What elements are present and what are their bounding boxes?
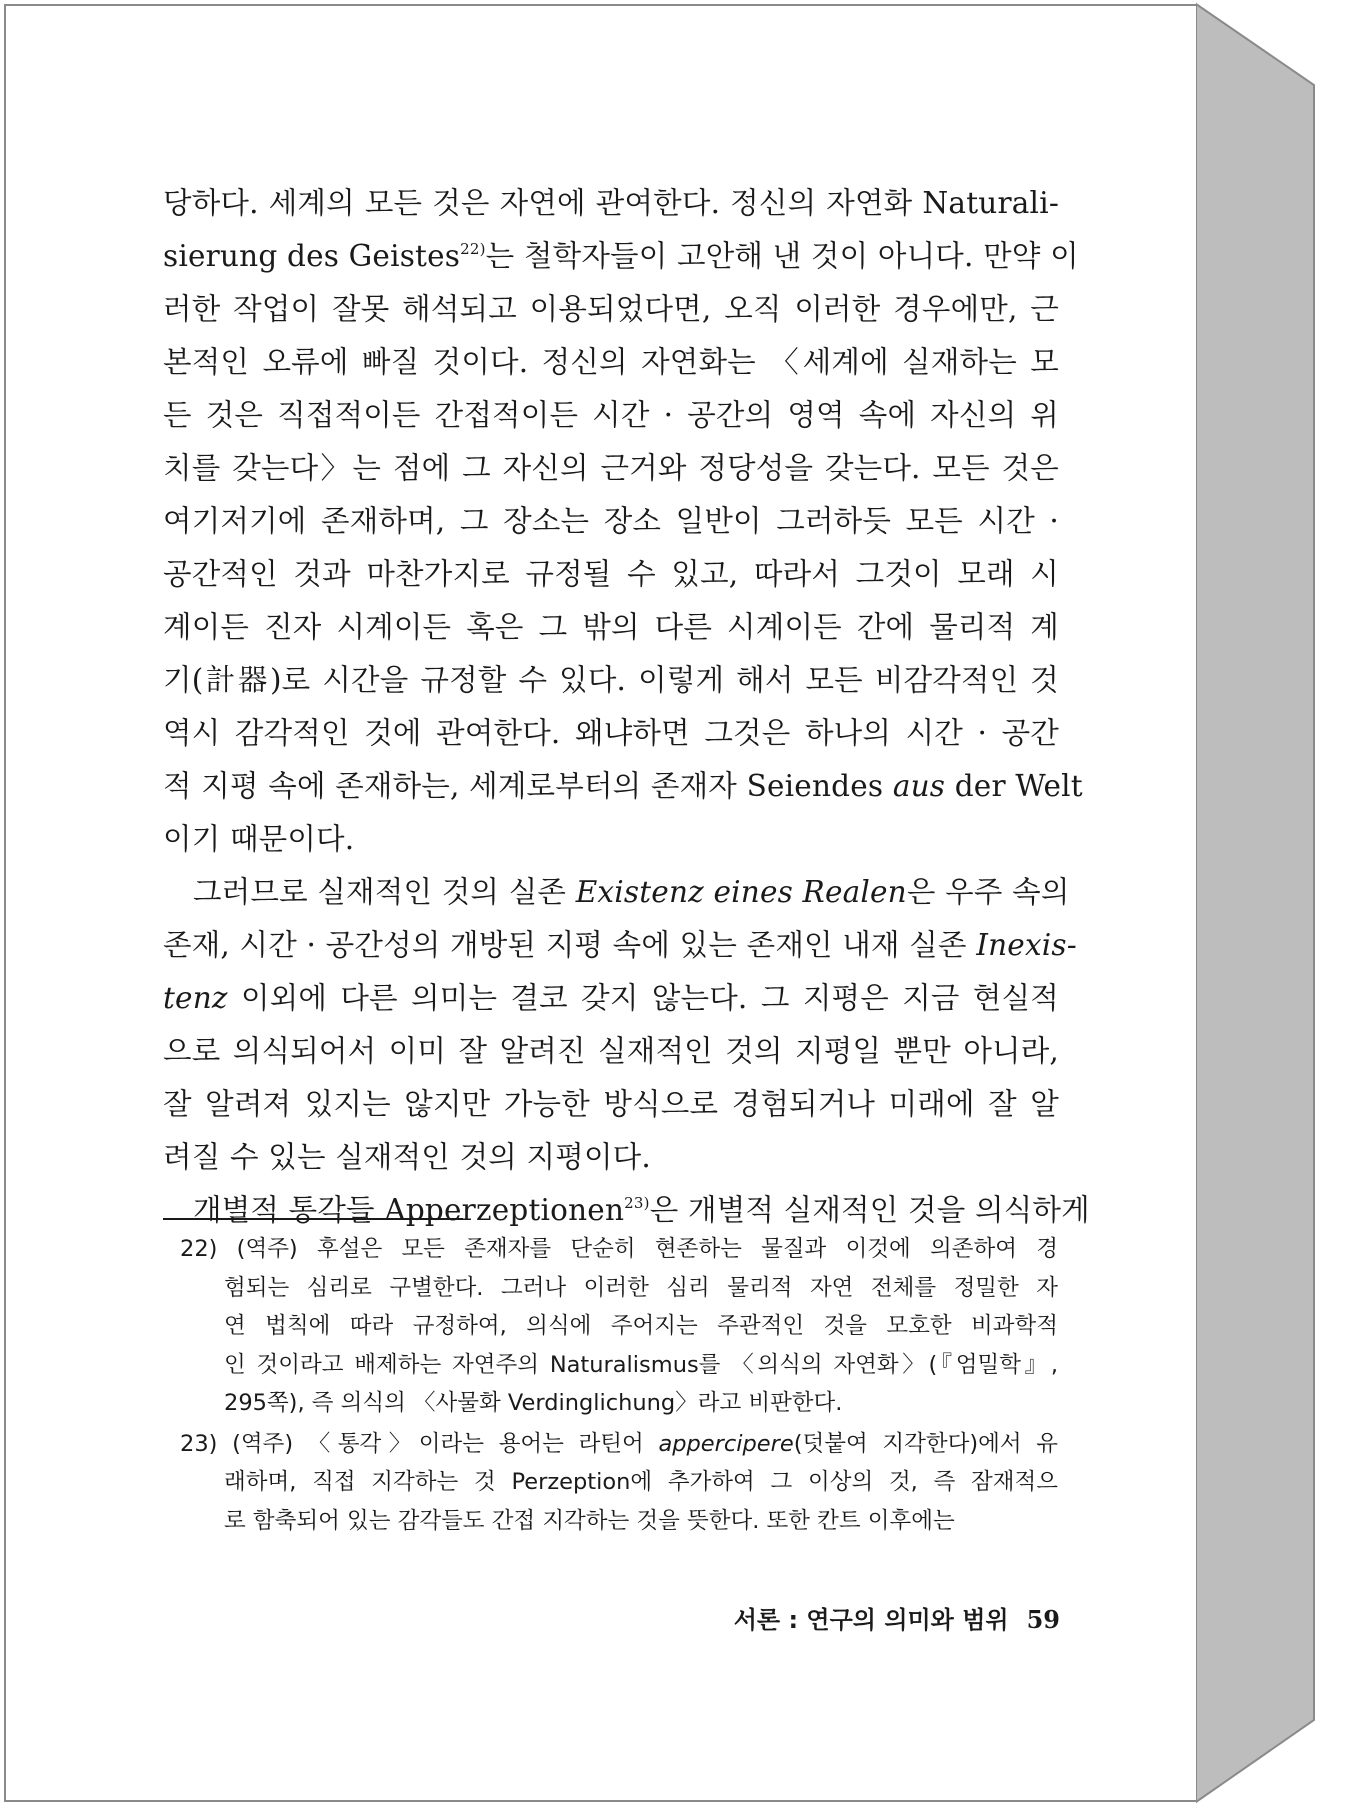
running-footer (680, 1600, 1060, 1635)
text-line (180, 1425, 1058, 1464)
italic-term: appercipere (658, 1430, 794, 1457)
italic-term: Existenz eines Realen (575, 875, 907, 909)
footnotes (180, 1230, 1058, 1542)
text-line: 려질 수 있는 실재적인 것의 지평이다. (163, 1140, 651, 1174)
text-line: 연 법칙에 따라 규정하여, 의식에 주어지는 주관적인 것을 모호한 비과학적 (224, 1313, 1058, 1339)
text-run: 개별적 통각들 Apperzeptionen (193, 1193, 625, 1227)
italic-term: aus (892, 769, 946, 803)
text-line: 러한 작업이 잘못 해석되고 이용되었다면, 오직 이러한 경우에만, 근 (163, 292, 1059, 326)
page-number: 59 (1026, 1605, 1060, 1634)
text-run: 적 지평 속에 존재하는, 세계로부터의 존재자 Seiendes (163, 769, 893, 803)
footer-title: 서론 : 연구의 의미와 범위 (733, 1606, 1009, 1634)
paragraph-2 (163, 866, 1077, 1184)
text-line: 래하며, 직접 지각하는 것 Perzeption에 추가하여 그 이상의 것, 즉 잠재적으 (224, 1469, 1058, 1495)
text-run: sierung des Geistes (163, 239, 461, 273)
footnote-marker: 23) (624, 1194, 650, 1212)
text-line: 이기 때문이다. (163, 822, 355, 856)
footnote-marker: 22) (460, 240, 486, 258)
text-line (163, 866, 1070, 919)
footnote-divider (163, 1218, 463, 1220)
text-line: 공간적인 것과 마찬가지로 규정될 수 있고, 따라서 그것이 모래 시 (163, 557, 1059, 591)
text-line (163, 919, 1077, 972)
text-line: 계이든 진자 시계이든 혹은 그 밖의 다른 시계이든 간에 물리적 계 (163, 610, 1059, 644)
text-run: 이외에 다른 의미는 결코 갖지 않는다. 그 지평은 지금 현실적 (227, 981, 1059, 1015)
text-line: 험되는 심리로 구별한다. 그러나 이러한 심리 물리적 자연 전체를 정밀한 자 (224, 1274, 1058, 1301)
text-line: 역시 감각적인 것에 관여한다. 왜냐하면 그것은 하나의 시간 · 공간 (163, 716, 1059, 750)
text-run: (덧붙여 지각한다)에서 유 (793, 1430, 1059, 1457)
text-run: 은 우주 속의 (906, 875, 1070, 909)
text-line: 치를 갖는다〉는 점에 그 자신의 근거와 정당성을 갖는다. 모든 것은 (163, 451, 1059, 485)
footnote-23 (180, 1425, 1058, 1541)
text-run: 는 철학자들이 고안해 낸 것이 아니다. 만약 이 (485, 239, 1079, 273)
text-line: 22) (역주) 후설은 모든 존재자를 단순히 현존하는 물질과 이것에 의존하여 경 (180, 1236, 1058, 1262)
text-line: 295쪽), 즉 의식의 〈사물화 Verdinglichung〉라고 비판한다. (224, 1390, 843, 1416)
text-run: 23) (역주) 〈통각〉이라는 용어는 라틴어 (180, 1430, 659, 1457)
text-line: 든 것은 직접적이든 간접적이든 시간 · 공간의 영역 속에 자신의 위 (163, 398, 1059, 432)
text-run: der Welt (945, 769, 1083, 803)
book-edge (1196, 0, 1345, 1806)
text-line: 기(計器)로 시간을 규정할 수 있다. 이렇게 해서 모든 비감각적인 것 (163, 663, 1059, 697)
text-line: 잘 알려져 있지는 않지만 가능한 방식으로 경험되거나 미래에 잘 알 (163, 1087, 1059, 1121)
text-line: 본적인 오류에 빠질 것이다. 정신의 자연화는 〈세계에 실재하는 모 (163, 345, 1059, 379)
body-text (163, 177, 1090, 1237)
text-line (163, 972, 1059, 1025)
text-run: 그러므로 실재적인 것의 실존 (193, 875, 576, 909)
text-run: 은 개별적 실재적인 것을 의식하게 (649, 1193, 1090, 1227)
text-run: 존재, 시간 · 공간성의 개방된 지평 속에 있는 존재인 내재 실존 (163, 928, 977, 962)
text-line: 로 함축되어 있는 감각들도 간접 지각하는 것을 뜻한다. 또한 칸트 이후에는 (224, 1507, 955, 1534)
text-line: 당하다. 세계의 모든 것은 자연에 관여한다. 정신의 자연화 Naturali- (163, 186, 1059, 220)
text-line (163, 760, 1083, 813)
italic-term: tenz (163, 981, 228, 1015)
text-line: 으로 의식되어서 이미 잘 알려진 실재적인 것의 지평일 뿐만 아니라, (163, 1034, 1059, 1068)
text-line: 인 것이라고 배제하는 자연주의 Naturalismus를 〈의식의 자연화〉(『엄밀학』, (224, 1351, 1058, 1378)
footnote-22 (180, 1230, 1058, 1423)
italic-term: Inexis- (976, 928, 1077, 962)
text-line: 여기저기에 존재하며, 그 장소는 장소 일반이 그러하듯 모든 시간 · (163, 504, 1059, 538)
paragraph-1 (163, 177, 1083, 866)
text-line (163, 230, 1079, 283)
